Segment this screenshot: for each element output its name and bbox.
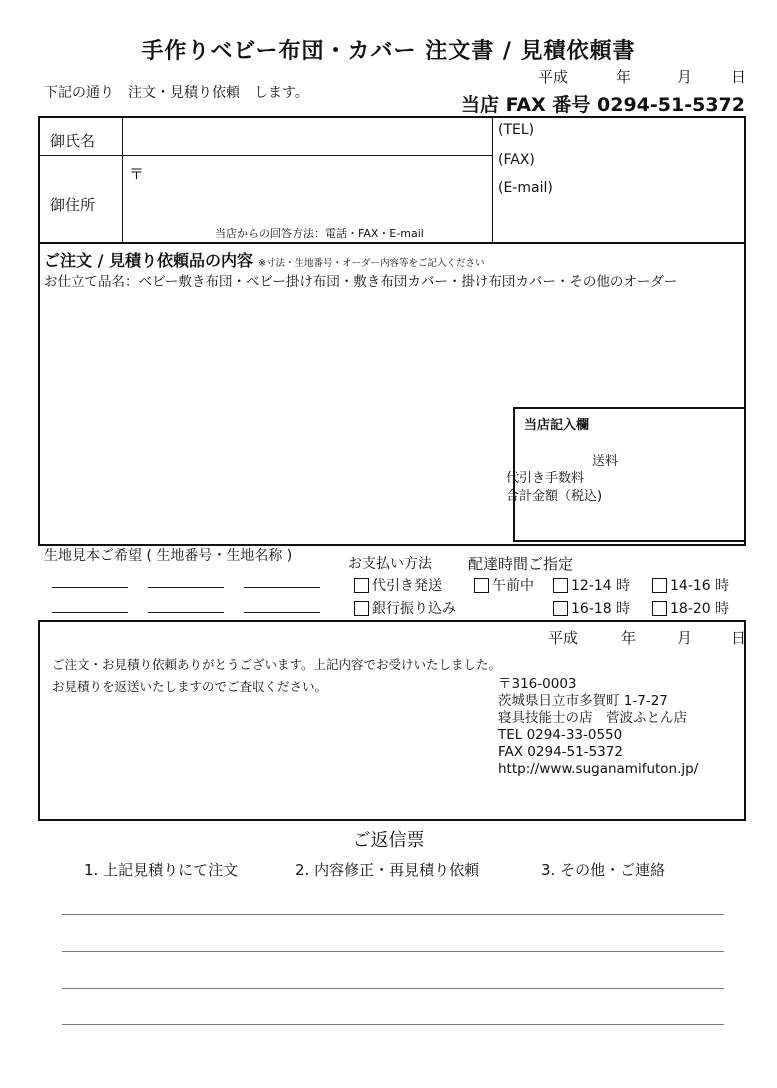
postal-mark: 〒 [129,165,145,183]
shop-record-title: 当店記入欄 [524,418,590,433]
label-column-divider [122,116,123,243]
date-year: 年 [616,68,632,86]
shop-postal: 〒316-0003 [498,676,577,692]
cod-fee-label: 代引き手数料 [506,471,585,486]
shop-fax-number: 当店 FAX 番号 0294-51-5372 [461,94,745,116]
checkbox-icon[interactable] [354,601,369,616]
reply-date-era: 平成 [548,629,579,647]
reply-ruled-line[interactable] [62,951,724,952]
contact-column-divider [492,116,493,243]
email-field-label: (E-mail) [498,180,553,196]
checkbox-icon[interactable] [474,578,489,593]
checkbox-icon[interactable] [553,578,568,593]
option-label: 銀行振り込み [372,601,456,617]
reply-date-month: 月 [677,629,693,647]
delivery-option-16-18[interactable] [553,598,630,618]
option-label: 18-20 時 [670,601,730,617]
delivery-option-12-14[interactable] [553,575,630,595]
section-divider [38,242,746,244]
total-label: 合計金額（税込) [506,489,603,504]
shop-name: 寝具技能士の店 菅波ふとん店 [498,710,687,726]
fabric-line[interactable] [244,612,320,613]
reply-date-day: 日 [731,629,747,647]
shop-address: 茨城県日立市多賀町 1-7-27 [498,693,668,709]
fabric-line[interactable] [148,612,224,613]
option-label: 12-14 時 [571,578,631,594]
reply-ruled-line[interactable] [62,1024,724,1025]
checkbox-icon[interactable] [553,601,568,616]
reply-ruled-line[interactable] [62,988,724,989]
fabric-sample-label: 生地見本ご希望 ( 生地番号・生地名称 ) [44,548,293,564]
delivery-option-morning[interactable] [474,575,534,595]
reply-thanks: ご注文・お見積り依頼ありがとうございます。上記内容でお受けいたしました。 [52,657,502,672]
delivery-option-18-20[interactable] [652,598,729,618]
reply-slip-title: ご返信票 [352,830,425,851]
fabric-line[interactable] [52,612,128,613]
order-note: ※寸法・生地番号・オーダー内容等をご記入ください [258,258,485,269]
intro-text: 下記の通り 注文・見積り依頼 します。 [44,85,309,101]
option-label: 代引き発送 [372,578,442,594]
form-title: 手作りベビー布団・カバー 注文書 / 見積依頼書 [141,39,636,64]
reply-ruled-line[interactable] [62,914,724,915]
checkbox-icon[interactable] [652,578,667,593]
name-row-divider [38,155,493,156]
address-label: 御住所 [50,196,96,214]
fabric-line[interactable] [148,587,224,588]
order-heading-row [44,248,485,271]
reply-option-other[interactable]: 3. その他・ご連絡 [541,861,666,879]
fabric-line[interactable] [244,587,320,588]
reply-quote-note: お見積りを返送いたしますのでご査収ください。 [52,679,328,694]
shop-tel: TEL 0294-33-0550 [498,727,623,743]
option-label: 14-16 時 [670,578,730,594]
shipping-label: 送料 [592,454,619,469]
product-list: お仕立て品名：ベビー敷き布団・ベビー掛け布団・敷き布団カバー・掛け布団カバー・その他のオーダー [44,274,678,290]
payment-option-cod[interactable] [354,575,442,595]
shop-url[interactable]: http://www.suganamifuton.jp/ [498,761,699,777]
fax-field-label: (FAX) [498,152,535,168]
shop-address-block [498,676,698,778]
order-heading: ご注文 / 見積り依頼品の内容 [44,251,253,270]
fabric-line[interactable] [52,587,128,588]
reply-method: 当店からの回答方法：電話・FAX・E-mail [215,227,424,240]
reply-date-year: 年 [621,629,637,647]
tel-field-label: (TEL) [498,122,535,138]
delivery-option-14-16[interactable] [652,575,729,595]
date-era: 平成 [538,68,569,86]
date-day: 日 [731,68,747,86]
reply-option-order[interactable]: 1. 上記見積りにて注文 [84,861,239,879]
payment-label: お支払い方法 [348,556,432,572]
shop-fax: FAX 0294-51-5372 [498,744,623,760]
option-label: 午前中 [492,578,534,594]
option-label: 16-18 時 [571,601,631,617]
checkbox-icon[interactable] [354,578,369,593]
checkbox-icon[interactable] [652,601,667,616]
name-label: 御氏名 [50,132,96,150]
reply-option-revise[interactable]: 2. 内容修正・再見積り依頼 [295,861,480,879]
payment-option-bank[interactable] [354,598,456,618]
date-month: 月 [677,68,693,86]
delivery-label: 配達時間ご指定 [468,555,574,573]
